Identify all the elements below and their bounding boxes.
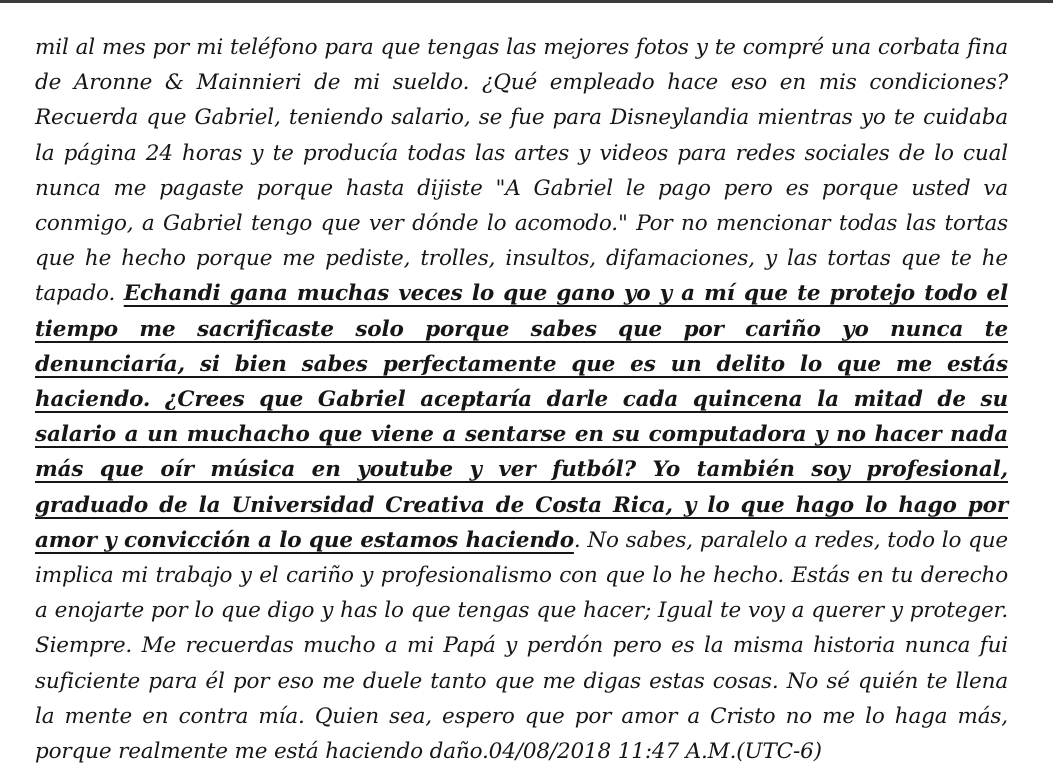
intro-text: mil al mes por mi teléfono para que tengas las mejores fotos y te compré una corbata fina de Aronne & Mainnieri de mi sueldo. ¿Qué empleado hace eso en mis condiciones? Recuerda que Gabriel, teniendo salario, se fue para Disneylandia mientras yo te cuidaba la página 24 horas y te producía todas las artes y videos para redes sociales de lo cual nunca me pagaste porque hasta dijiste "A Gabriel le pago pero es porque usted va conmigo, a Gabriel tengo que ver dónde lo acomodo." Por no mencionar todas las tortas que he hecho porque me pediste, trolles, insultos, difamaciones, y las tortas que te he tapado. <box>35 35 1008 307</box>
closing-text: . No sabes, paralelo a redes, todo lo que implica mi trabajo y el cariño y profesionalismo con que lo he hecho. Estás en tu derecho a enojarte por lo que digo y has lo que tengas que hacer; Igual te voy a querer y proteger. Siempre. Me recuerdas mucho a mi Papá y perdón pero es la misma historia nunca fui suficiente para él por eso me duele tanto que me digas estas cosas. No sé quién te llena la mente en contra mía. Quien sea, espero que por amor a Cristo no me lo haga más, porque realmente me está haciendo daño. <box>35 527 1008 765</box>
page-top-border <box>0 0 1053 3</box>
emphasized-claim: Echandi gana muchas veces lo que gano yo y a mí que te protejo todo el tiempo me sacrificaste solo porque sabes que por cariño yo nunca te denunciaría, si bien sabes perfectamente que es un delito lo que me estás haciendo. ¿Crees que Gabriel aceptaría darle cada quincena la mitad de su salario a un muchacho que viene a sentarse en su computadora y no hacer nada más que oír música en youtube y ver futból? Yo también soy profesional, graduado de la Universidad Creativa de Costa Rica, y lo que hago lo hago por amor y convicción a lo que estamos haciendo <box>35 281 1008 553</box>
timestamp: 04/08/2018 11:47 A.M.(UTC-6) <box>488 739 822 765</box>
